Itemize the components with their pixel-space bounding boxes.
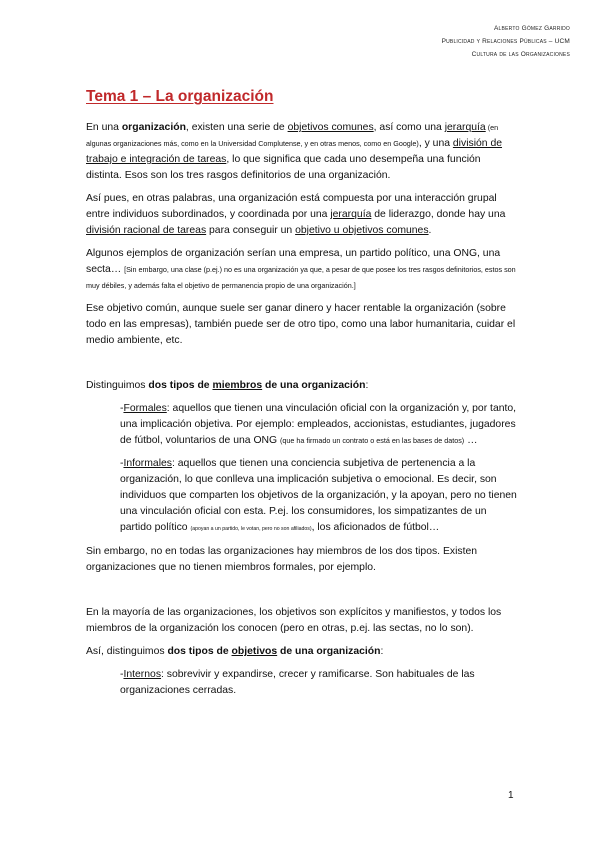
text-run: , existen una serie de: [185, 122, 288, 133]
list-dash: -: [120, 458, 124, 469]
list-dash: -: [120, 669, 124, 680]
paragraph-examples: [86, 246, 518, 294]
page-title: Tema 1 – La organización: [86, 88, 274, 105]
bold-run: de una organización: [277, 646, 381, 657]
paragraph-not-all-types: Sin embargo, no en todas las organizaciones hay miembros de los dos tipos. Existen organizaciones que no tienen miembros formales, por ejemplo.: [86, 546, 478, 573]
term-informales: Informales: [123, 458, 172, 469]
list-dash: -: [120, 403, 124, 414]
side-note: (apoyan a un partido, le votan, pero no son afiliados): [190, 526, 312, 532]
text-run: , los aficionados de fútbol…: [311, 522, 440, 533]
text-run: :: [365, 380, 369, 391]
paragraph-objectives: En la mayoría de las organizaciones, los objetivos son explícitos y manifiestos, y todos los miembros de la organización los conocen (pero en otras, p.ej. las sectas, no lo son).: [86, 607, 502, 634]
text-run: : aquellos que tienen una vinculación oficial con la organización y, por tanto, una implicación objetiva. Por ejemplo: empleados, accionistas, estudiantes, jugadores de fútbol, voluntarios de una ONG: [120, 403, 517, 446]
list-item-informales: [120, 456, 518, 537]
paragraph-member-types: [86, 378, 518, 394]
text-run: .: [428, 225, 432, 236]
document-body: [86, 120, 518, 706]
header-subject: Cultura de las Organizaciones: [471, 51, 570, 58]
paragraph-common-goal: Ese objetivo común, aunque suele ser ganar dinero y hacer rentable la organización (sobre todo en las empresas), también puede ser de otro tipo, como una labor humanitaria, cuidar el medio ambiente, etc.: [86, 303, 516, 346]
text-run: : aquellos que tienen una conciencia subjetiva de pertenencia a la organización, lo que conlleva una implicación subjetiva o emocional. Es decir, son individuos que comparten los objetivos de la organización, y la apoyan, pero no tienen una vinculación oficial con esta. P.ej. los consumidores, los simpatizantes de un partido político: [120, 458, 517, 533]
paragraph-definition: [86, 120, 518, 184]
term-objetivos-comunes: objetivos comunes: [287, 122, 374, 133]
text-run: , así como una: [373, 122, 445, 133]
side-note: (en algunas organizaciones más, como en la Universidad Complutense, y en otras menos, como en Google): [86, 123, 499, 148]
text-run: :: [380, 646, 384, 657]
term-organizacion: organización: [121, 122, 186, 133]
text-run: Así, distinguimos: [86, 646, 168, 657]
bold-run: dos tipos de: [167, 646, 232, 657]
section-gap: [86, 356, 518, 378]
side-note: (que ha firmado un contrato o está en las bases de datos): [280, 436, 465, 445]
side-note: [Sin embargo, una clase (p.ej.) no es una organización ya que, a pesar de que posee los tres rasgos definitorios, estos son muy débiles, y además falta el objetivo de permanencia propio de una organización.]: [86, 265, 516, 290]
text-run: , lo que significa que cada uno desempeña una función distinta. Esos son los tres rasgos definitorios de una organización.: [86, 154, 481, 181]
header-course: Publicidad y Relaciones Públicas – UCM: [441, 38, 570, 45]
text-run: …: [464, 435, 478, 446]
page-header: [442, 22, 570, 61]
text-run: de liderazgo, donde hay una: [371, 209, 506, 220]
page-number: 1: [508, 790, 514, 801]
text-run: Algunos ejemplos de organización serían una empresa, un partido político, una ONG, una secta…: [86, 248, 501, 275]
term-division-racional: división racional de tareas: [86, 225, 207, 236]
header-author: Alberto Gómez Garrido: [494, 25, 570, 32]
list-item-internos: [120, 667, 518, 699]
section-gap: [86, 583, 518, 605]
paragraph-objective-types: [86, 644, 518, 660]
text-run: para conseguir un: [206, 225, 296, 236]
text-run: Distinguimos: [86, 380, 149, 391]
term-objetivos: objetivos: [231, 646, 278, 657]
text-run: En una: [86, 122, 122, 133]
text-run: : sobrevivir y expandirse, crecer y ramificarse. Son habituales de las organizaciones cerradas.: [120, 669, 475, 696]
term-internos: Internos: [123, 669, 162, 680]
term-division-trabajo: división de trabajo e integración de tareas: [86, 138, 503, 165]
list-item-formales: [120, 401, 518, 449]
term-miembros: miembros: [212, 380, 263, 391]
bold-run: de una organización: [262, 380, 366, 391]
term-objetivo-comun: objetivo u objetivos comunes: [295, 225, 429, 236]
term-formales: Formales: [123, 403, 167, 414]
text-run: Así pues, en otras palabras, una organización está compuesta por una interacción grupal entre individuos subordinados, y coordinada por una: [86, 193, 497, 220]
term-jerarquia: jerarquía: [330, 209, 372, 220]
paragraph-summary: [86, 191, 518, 239]
text-run: , y una: [418, 138, 453, 149]
bold-run: dos tipos de: [148, 380, 213, 391]
term-jerarquia: jerarquía: [444, 122, 486, 133]
